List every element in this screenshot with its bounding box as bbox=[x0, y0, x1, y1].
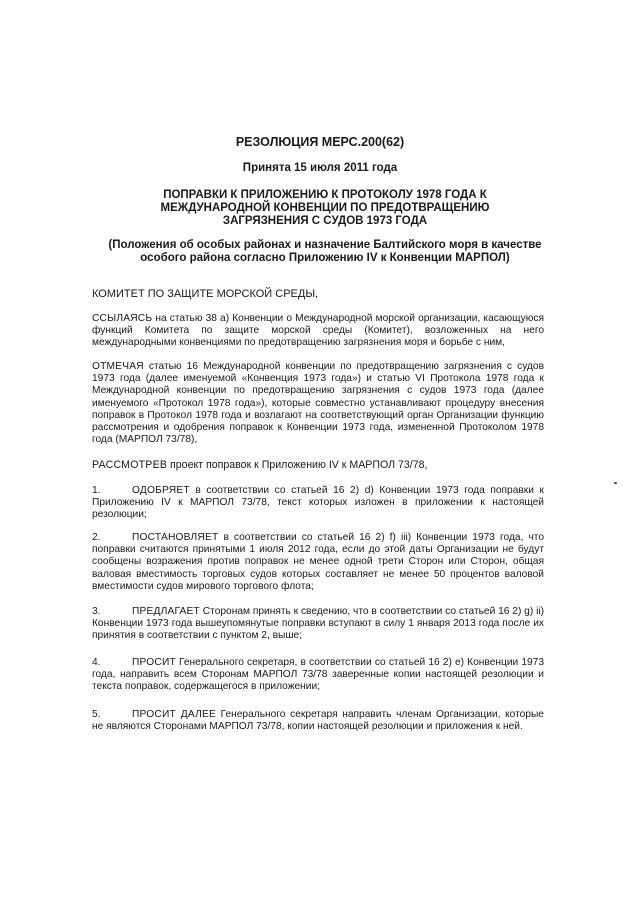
operative-paragraph-4 bbox=[92, 657, 544, 694]
preamble-referring bbox=[92, 313, 544, 350]
preamble-considered bbox=[92, 459, 544, 471]
paragraph-number: 4. bbox=[92, 657, 101, 668]
operative-paragraph-2 bbox=[92, 532, 544, 593]
operative-text: Сторонам принять к сведению, что в соответствии со статьей 16 2) g) ii) Конвенции 1973 года вышеупомянутые поправки вступают в силу 1 января 2013 года после их принятия в соответствии с пунктом 2, выше; bbox=[92, 606, 544, 642]
operative-text: Генерального секретаря, в соответствии со статьей 16 2) е) Конвенции 1973 года, направить всем Сторонам МАРПОЛ 73/78 заверенные копии настоящей резолюции и текста поправок, содержащегося в приложении; bbox=[92, 657, 544, 693]
adoption-date: Принята 15 июля 2011 года bbox=[242, 162, 398, 174]
operative-lead: ПОСТАНОВЛЯЕТ bbox=[132, 532, 219, 543]
operative-text: в соответствии со статьей 16 2) f) iii) Конвенции 1973 года, что поправки считаются принятыми 1 июля 2012 года, если до этой даты Организации не будут сообщены возражения против поправок не менее одной трети Сторон или Сторон, общая валовая вместимость торговых судов которых составляет не менее 50 процентов валовой вместимости судов мирового торгового флота; bbox=[92, 532, 544, 592]
resolution-subheading: (Положения об особых районах и назначение Балтийского моря в качестве особого района согласно Приложению IV к Конвенции МАРПОЛ) bbox=[108, 239, 542, 264]
preamble-noting bbox=[92, 361, 544, 446]
operative-paragraph-3 bbox=[92, 606, 544, 643]
paragraph-number: 1. bbox=[92, 485, 101, 496]
committee-line: КОМИТЕТ ПО ЗАЩИТЕ МОРСКОЙ СРЕДЫ, bbox=[92, 288, 319, 300]
operative-lead: ПРЕДЛАГАЕТ bbox=[132, 606, 200, 617]
preamble-text: статью 16 Международной конвенции по предотвращению загрязнения с судов 1973 года (далее именуемой «Конвенция 1973 года») и статью VI Протокола 1978 года к Международной конвенции по предотвращению загрязнения с судов 1973 года (далее именуемого «Протокол 1978 года»), которые совместно устанавливают процедуру внесения поправок в Протокол 1978 года и возлагают на соответствующий орган Организации функцию рассмотрения и одобрения поправок к Конвенции 1973 года, измененной Протоколом 1978 года (МАРПОЛ 73/78), bbox=[92, 361, 544, 446]
preamble-lead: ОТМЕЧАЯ bbox=[92, 361, 144, 372]
operative-text: в соответствии со статьей 16 2) d) Конвенции 1973 года поправки к Приложению IV к МАРПОЛ 73/78, текст которых изложен в приложении к настоящей резолюции; bbox=[92, 485, 544, 521]
operative-lead: ОДОБРЯЕТ bbox=[132, 485, 190, 496]
preamble-lead: ССЫЛАЯСЬ bbox=[92, 313, 153, 324]
paragraph-number: 3. bbox=[92, 606, 101, 617]
paragraph-number: 5. bbox=[92, 709, 101, 720]
preamble-lead: РАССМОТРЕВ bbox=[92, 459, 168, 471]
resolution-heading: ПОПРАВКИ К ПРИЛОЖЕНИЮ К ПРОТОКОЛУ 1978 ГОДА К МЕЖДУНАРОДНОЙ КОНВЕНЦИИ ПО ПРЕДОТВРАЩЕНИЮ ЗАГРЯЗНЕНИЯ С СУДОВ 1973 ГОДА bbox=[160, 189, 490, 227]
operative-lead: ПРОСИТ bbox=[132, 657, 176, 668]
paragraph-number: 2. bbox=[92, 532, 101, 543]
operative-paragraph-5 bbox=[92, 709, 544, 733]
resolution-title: РЕЗОЛЮЦИЯ МЕРС.200(62) bbox=[235, 135, 405, 149]
operative-text: Генерального секретаря направить членам Организации, которые не являются Сторонами МАРПОЛ 73/78, копии настоящей резолюции и приложения к ней. bbox=[92, 709, 544, 733]
operative-paragraph-1 bbox=[92, 485, 544, 522]
preamble-text: проект поправок к Приложению IV к МАРПОЛ 73/78, bbox=[167, 459, 428, 471]
scan-mark bbox=[614, 482, 617, 484]
operative-lead: ПРОСИТ ДАЛЕЕ bbox=[132, 709, 216, 720]
preamble-text: на статью 38 а) Конвенции о Международной морской организации, касающуюся функций Комитета по защите морской среды (Комитет), возложенных на него международными конвенциями по предотвращению загрязнения моря и борьбе с ним, bbox=[92, 313, 544, 349]
